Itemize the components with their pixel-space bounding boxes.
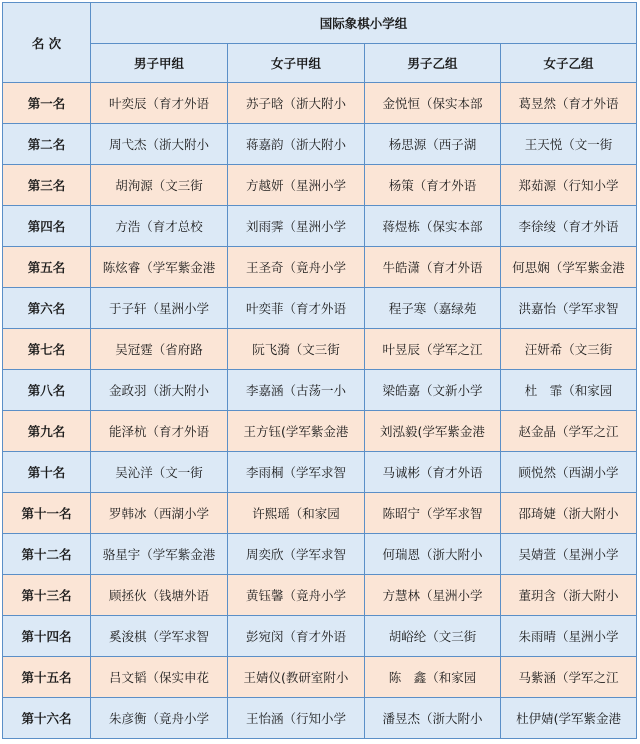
girls-a-cell: 彭宛闵（育才外语 <box>228 616 365 657</box>
boys-a-cell: 顾拯伙（钱塘外语 <box>91 575 228 616</box>
boys-b-cell: 叶昱辰（学军之江 <box>365 329 501 370</box>
column-header-girls-b: 女子乙组 <box>501 44 637 83</box>
table-row <box>3 288 637 329</box>
girls-b-cell: 杜 霏（和家园 <box>501 370 637 411</box>
girls-b-cell: 何思娴（学军紫金港 <box>501 247 637 288</box>
rank-cell: 第九名 <box>3 411 91 452</box>
boys-b-cell: 金悦恒（保实本部 <box>365 83 501 124</box>
girls-a-cell: 李雨桐（学军求智 <box>228 452 365 493</box>
table-row <box>3 452 637 493</box>
boys-b-cell: 何瑞恩（浙大附小 <box>365 534 501 575</box>
girls-b-cell: 马紫涵（学军之江 <box>501 657 637 698</box>
table-row <box>3 411 637 452</box>
table-row <box>3 616 637 657</box>
girls-b-cell: 吴婧萱（星洲小学 <box>501 534 637 575</box>
rank-cell: 第十二名 <box>3 534 91 575</box>
girls-b-cell: 汪妍希（文三街 <box>501 329 637 370</box>
table-row <box>3 534 637 575</box>
girls-a-cell: 蒋嘉韵（浙大附小 <box>228 124 365 165</box>
girls-a-cell: 李嘉涵（古荡一小 <box>228 370 365 411</box>
column-header-boys-a: 男子甲组 <box>91 44 228 83</box>
girls-a-cell: 王方钰(学军紫金港 <box>228 411 365 452</box>
table-row <box>3 657 637 698</box>
boys-a-cell: 吴沁洋（文一街 <box>91 452 228 493</box>
rank-cell: 第十名 <box>3 452 91 493</box>
boys-a-cell: 吴冠霆（省府路 <box>91 329 228 370</box>
boys-a-cell: 吕文韬（保实申花 <box>91 657 228 698</box>
boys-a-cell: 能泽杭（育才外语 <box>91 411 228 452</box>
rank-cell: 第二名 <box>3 124 91 165</box>
girls-a-cell: 王婧仪(教研室附小 <box>228 657 365 698</box>
corner-header-rank: 名 次 <box>3 3 91 83</box>
girls-a-cell: 周奕欣（学军求智 <box>228 534 365 575</box>
table-row <box>3 247 637 288</box>
boys-a-cell: 金政羽（浙大附小 <box>91 370 228 411</box>
girls-b-cell: 葛昱然（育才外语 <box>501 83 637 124</box>
girls-b-cell: 杜伊婧(学军紫金港 <box>501 698 637 739</box>
girls-b-cell: 邵琦婕（浙大附小 <box>501 493 637 534</box>
girls-a-cell: 王圣奇（竟舟小学 <box>228 247 365 288</box>
boys-a-cell: 朱彦衡（竟舟小学 <box>91 698 228 739</box>
rank-cell: 第八名 <box>3 370 91 411</box>
girls-a-cell: 黄钰馨（竟舟小学 <box>228 575 365 616</box>
girls-a-cell: 阮飞漪（文三街 <box>228 329 365 370</box>
girls-b-cell: 郑茹源（行知小学 <box>501 165 637 206</box>
table-row <box>3 329 637 370</box>
boys-a-cell: 叶奕辰（育才外语 <box>91 83 228 124</box>
table-row <box>3 124 637 165</box>
column-header-girls-a: 女子甲组 <box>228 44 365 83</box>
rank-cell: 第十六名 <box>3 698 91 739</box>
table-row <box>3 698 637 739</box>
girls-b-cell: 董玥含（浙大附小 <box>501 575 637 616</box>
rank-cell: 第三名 <box>3 165 91 206</box>
boys-b-cell: 杨思源（西子湖 <box>365 124 501 165</box>
group-title-header: 国际象棋小学组 <box>91 3 637 44</box>
rank-cell: 第十四名 <box>3 616 91 657</box>
boys-b-cell: 潘昱杰（浙大附小 <box>365 698 501 739</box>
boys-a-cell: 奚浚棋（学军求智 <box>91 616 228 657</box>
rank-cell: 第四名 <box>3 206 91 247</box>
boys-b-cell: 程子寒（嘉绿苑 <box>365 288 501 329</box>
girls-a-cell: 叶奕菲（育才外语 <box>228 288 365 329</box>
table-body <box>3 83 637 739</box>
table-row <box>3 165 637 206</box>
rank-cell: 第五名 <box>3 247 91 288</box>
girls-b-cell: 王天悦（文一街 <box>501 124 637 165</box>
boys-b-cell: 杨策（育才外语 <box>365 165 501 206</box>
column-header-boys-b: 男子乙组 <box>365 44 501 83</box>
rank-cell: 第十五名 <box>3 657 91 698</box>
table-row <box>3 206 637 247</box>
girls-a-cell: 王怡涵（行知小学 <box>228 698 365 739</box>
girls-b-cell: 朱雨晴（星洲小学 <box>501 616 637 657</box>
rank-cell: 第七名 <box>3 329 91 370</box>
girls-a-cell: 苏子晗（浙大附小 <box>228 83 365 124</box>
boys-b-cell: 方慧林（星洲小学 <box>365 575 501 616</box>
table-row <box>3 575 637 616</box>
rank-cell: 第六名 <box>3 288 91 329</box>
girls-b-cell: 顾悦然（西湖小学 <box>501 452 637 493</box>
table-row <box>3 83 637 124</box>
girls-a-cell: 方越妍（星洲小学 <box>228 165 365 206</box>
boys-b-cell: 胡峪纶（文三街 <box>365 616 501 657</box>
boys-b-cell: 陈 鑫（和家园 <box>365 657 501 698</box>
boys-b-cell: 刘泓毅(学军紫金港 <box>365 411 501 452</box>
rank-cell: 第十一名 <box>3 493 91 534</box>
table-row <box>3 370 637 411</box>
boys-a-cell: 罗韩冰（西湖小学 <box>91 493 228 534</box>
rank-cell: 第一名 <box>3 83 91 124</box>
boys-a-cell: 胡洵源（文三街 <box>91 165 228 206</box>
table-row <box>3 493 637 534</box>
boys-b-cell: 陈昭宁（学军求智 <box>365 493 501 534</box>
boys-b-cell: 梁皓嘉（文新小学 <box>365 370 501 411</box>
boys-a-cell: 骆星宇（学军紫金港 <box>91 534 228 575</box>
boys-b-cell: 牛皓潇（育才外语 <box>365 247 501 288</box>
boys-b-cell: 马诚彬（育才外语 <box>365 452 501 493</box>
girls-a-cell: 许熙瑶（和家园 <box>228 493 365 534</box>
rank-cell: 第十三名 <box>3 575 91 616</box>
boys-a-cell: 方浩（育才总校 <box>91 206 228 247</box>
boys-a-cell: 陈炫睿（学军紫金港 <box>91 247 228 288</box>
girls-a-cell: 刘雨霁（星洲小学 <box>228 206 365 247</box>
boys-b-cell: 蒋煜栋（保实本部 <box>365 206 501 247</box>
results-table <box>2 2 637 739</box>
girls-b-cell: 洪嘉怡（学军求智 <box>501 288 637 329</box>
boys-a-cell: 周弋杰（浙大附小 <box>91 124 228 165</box>
boys-a-cell: 于子轩（星洲小学 <box>91 288 228 329</box>
girls-b-cell: 李徐绫（育才外语 <box>501 206 637 247</box>
girls-b-cell: 赵金晶（学军之江 <box>501 411 637 452</box>
